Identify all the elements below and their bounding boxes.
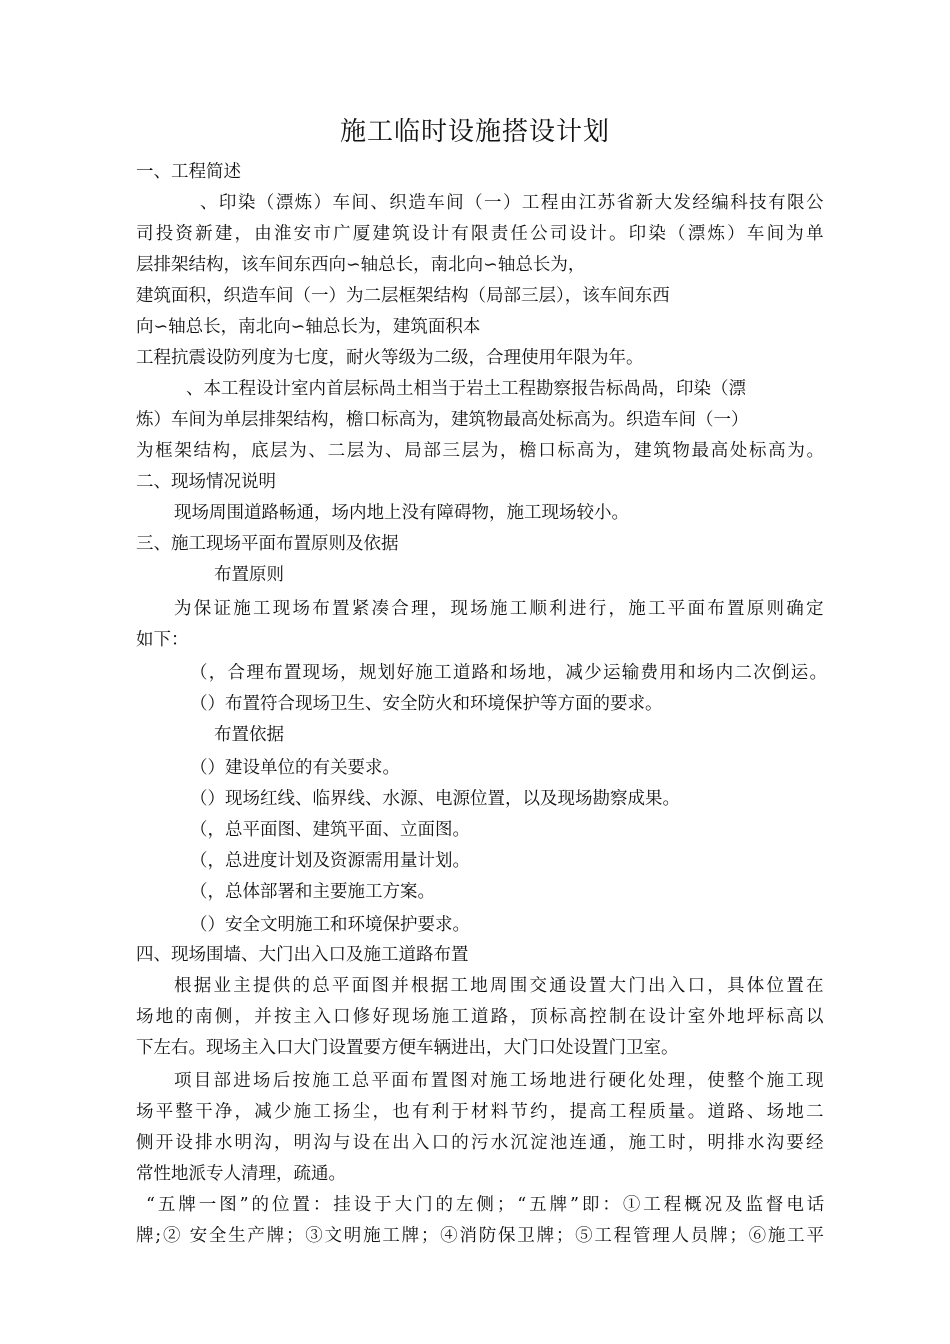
subheading-layout-principles: 布置原则 (214, 565, 284, 585)
section-heading-1: 一、工程简述 (136, 162, 241, 182)
paragraph-line: 下左右。现场主入口大门设置要方便车辆进出，大门口处设置门卫室。 (136, 1038, 679, 1058)
paragraph-line: （）安全文明施工和环境保护要求。 (190, 915, 470, 935)
paragraph-line: 常性地派专人清理，疏通。 (136, 1164, 346, 1184)
paragraph-line: 层排架结构，该车间东西向∽轴总长，南北向∽轴总长为， (136, 255, 586, 275)
paragraph-line: （）现场红线、临界线、水源、电源位置，以及现场勘察成果。 (190, 789, 680, 809)
paragraph-line: 建筑面积，织造车间（一）为二层框架结构（局部三层），该车间东西 (136, 286, 670, 306)
paragraph-line: 现场周围道路畅通，场内地上没有障碍物，施工现场较小。 (174, 503, 629, 523)
paragraph-line: 侧开设排水明沟，明沟与设在出入口的污水沉淀池连通，施工时，明排水沟要经 (136, 1133, 826, 1153)
paragraph-line: （，总进度计划及资源需用量计划。 (190, 851, 470, 871)
section-heading-4: 四、现场围墙、大门出入口及施工道路布置 (136, 945, 469, 965)
paragraph-line: 、印染（漂炼）车间、织造车间（一）工程由江苏省新大发经编科技有限公 (200, 193, 825, 213)
paragraph-line: 司投资新建，由淮安市广厦建筑设计有限责任公司设计。印染（漂炼）车间为单 (136, 224, 826, 244)
paragraph-line: “五牌一图”的位置：挂设于大门的左侧；“五牌”即：①工程概况及监督电话 (146, 1195, 828, 1215)
paragraph-line: 场平整干净，减少施工扬尘，也有利于材料节约，提高工程质量。道路、场地二 (136, 1102, 826, 1122)
paragraph-line: 、本工程设计室内首层标咼土相当于岩土工程勘察报告标咼咼，印染（漂 (186, 379, 746, 399)
paragraph-line: 向∽轴总长，南北向∽轴总长为，建筑面积本 (136, 317, 481, 337)
paragraph-line: 为框架结构，底层为、二层为、局部三层为，檐口标高为，建筑物最高处标高为。 (136, 441, 826, 461)
paragraph-line: 炼）车间为单层排架结构，檐口标高为，建筑物最高处标高为。织造车间（一） (136, 410, 749, 430)
paragraph-line: 场地的南侧，并按主入口修好现场施工道路，顶标高控制在设计室外地坪标高以 (136, 1007, 826, 1027)
paragraph-line: 牌;② 安全生产牌；③文明施工牌；④消防保卫牌；⑤工程管理人员牌；⑥施工平 (136, 1226, 826, 1246)
section-heading-2: 二、现场情况说明 (136, 472, 276, 492)
paragraph-line: 为保证施工现场布置紧凑合理，现场施工顺利进行，施工平面布置原则确定 (174, 599, 826, 619)
paragraph-line: （）布置符合现场卫生、安全防火和环境保护等方面的要求。 (190, 694, 663, 714)
subheading-layout-basis: 布置依据 (214, 725, 284, 745)
paragraph-line: 根据业主提供的总平面图并根据工地周围交通设置大门出入口，具体位置在 (174, 976, 826, 996)
paragraph-line: （，合理布置现场，规划好施工道路和场地，减少运输费用和场内二次倒运。 (190, 663, 829, 683)
paragraph-line: （，总体部署和主要施工方案。 (190, 882, 435, 902)
paragraph-line: （，总平面图、建筑平面、立面图。 (190, 820, 470, 840)
paragraph-line: 工程抗震设防列度为七度，耐火等级为二级，合理使用年限为年。 (136, 348, 644, 368)
paragraph-line: 如下： (136, 630, 189, 650)
paragraph-line: 项目部进场后按施工总平面布置图对施工场地进行硬化处理，使整个施工现 (174, 1071, 826, 1091)
paragraph-line: （）建设单位的有关要求。 (190, 758, 400, 778)
document-title: 施工临时设施搭设计划 (339, 117, 610, 147)
section-heading-3: 三、施工现场平面布置原则及依据 (136, 534, 399, 554)
